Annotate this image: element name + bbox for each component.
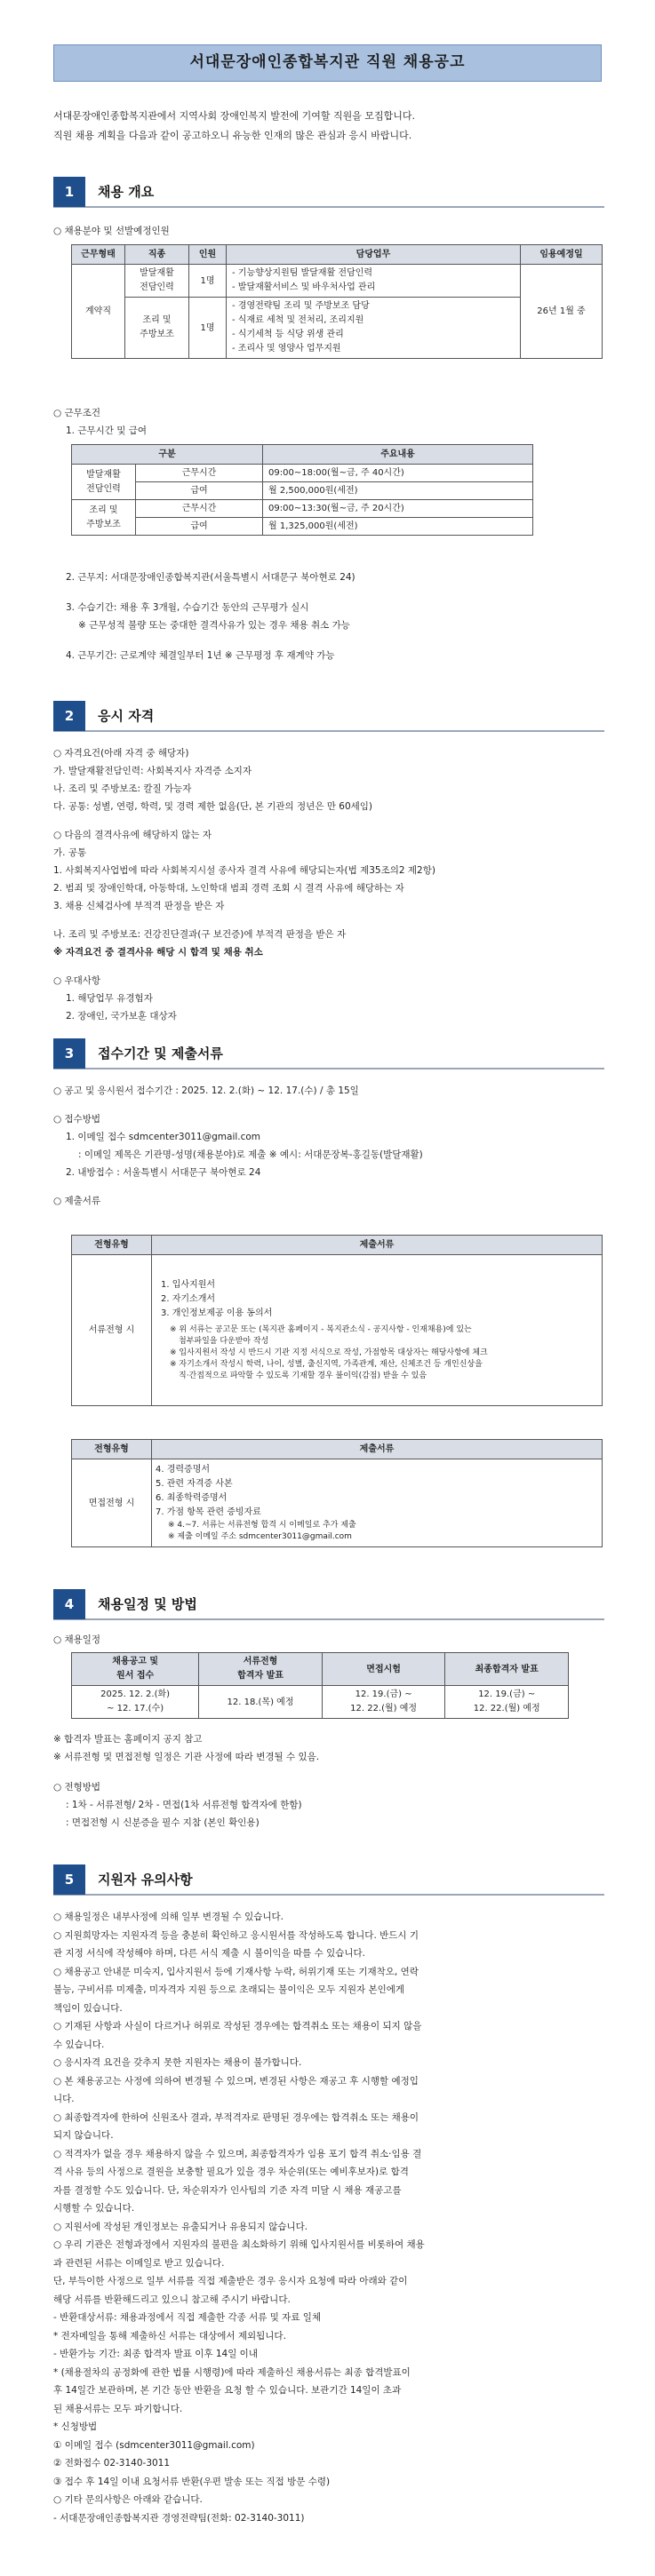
cell-key: 근무시간 <box>136 465 263 482</box>
doc-item: 4. 경력증명서 <box>156 1465 211 1475</box>
text-line: : 이메일 제목은 기관명-성명(채용분야)로 제출 ※ 예시: 서대문장복-홍길동(발달재활) <box>78 1149 423 1160</box>
th-stage: 전형유형 <box>72 1440 152 1459</box>
th-line: 서류전형 <box>243 1657 278 1666</box>
text-line: 2. 범죄 및 장애인학대, 아동학대, 노인학대 범죄 경력 조회 시 결격 사유에 해당하는 자 <box>53 883 404 894</box>
th-docs: 제출서류 <box>152 1440 603 1459</box>
text-line: ① 이메일 접수 (sdmcenter3011@gmail.com) <box>53 2439 255 2451</box>
cell-line: 12. 22.(월) 예정 <box>473 1704 540 1713</box>
section-header-5 <box>53 1865 604 1896</box>
cell-line: 12. 19.(금) ~ <box>355 1690 412 1699</box>
cell-duties <box>227 298 521 359</box>
cell-value: 월 2,500,000원(세전) <box>263 482 533 500</box>
group-line: 조리 및 <box>89 505 118 515</box>
cell-key: 근무시간 <box>136 500 263 518</box>
s1-conditions <box>53 404 604 440</box>
text-line: ○ 본 채용공고는 사정에 의하여 변경될 수 있으며, 변경된 사항은 재공고 후 시행할 예정입 <box>53 2075 419 2087</box>
text-line: 가. 공통 <box>53 847 87 858</box>
text-line: 불능, 구비서류 미제출, 미자격자 지원 등으로 초래되는 불이익은 모두 지원자 본인에게 <box>53 1984 405 1995</box>
text-line: ○ 공고 및 응시원서 접수기간 : 2025. 12. 2.(화) ~ 12. 17.(수) / 총 15일 <box>53 1085 359 1096</box>
duty-line: - 기능향상지원팀 발달재활 전담인력 <box>232 268 373 278</box>
text-line: - 서대문장애인종합복지관 경영전략팀(전화: 02-3140-3011) <box>53 2512 305 2524</box>
text-line: 1. 해당업무 유경험자 <box>66 993 153 1004</box>
cell-line: 2025. 12. 2.(화) <box>100 1690 171 1699</box>
text-line: 2. 장애인, 국가보훈 대상자 <box>66 1011 177 1022</box>
cell-start: 26년 1월 중 <box>521 265 603 359</box>
section-header-4 <box>53 1590 604 1620</box>
section-number: 2 <box>53 701 85 731</box>
intro-line: 서대문장애인종합복지관에서 지역사회 장애인복지 발전에 기여할 직원을 모집합니다. <box>53 110 416 122</box>
documents-table-1 <box>71 1235 603 1406</box>
cell-docs <box>152 1459 603 1547</box>
text-line: 과 관련된 서류는 이메일로 받고 있습니다. <box>53 2257 225 2269</box>
text-line: ※ 근무성적 불량 또는 중대한 결격사유가 있는 경우 채용 취소 가능 <box>78 620 350 631</box>
text-line: : 1차 - 서류전형/ 2차 - 면접(1차 서류전형 합격자에 한함) <box>66 1800 302 1810</box>
th-job: 직종 <box>125 245 189 265</box>
section-header-3 <box>53 1039 604 1069</box>
text-line: 2. 내방접수 : 서울특별시 서대문구 북아현로 24 <box>66 1167 261 1178</box>
th-schedule <box>72 1653 199 1686</box>
group-line: 전담인력 <box>86 483 121 494</box>
th-schedule: 면접시험 <box>322 1653 445 1686</box>
text-line: 책임이 있습니다. <box>53 2002 123 2014</box>
text-line: * 전자메일을 통해 제출하신 서류는 대상에서 제외됩니다. <box>53 2330 286 2341</box>
job-line: 주방보조 <box>140 330 174 339</box>
doc-note: ※ 입사지원서 작성 시 반드시 기관 지정 서식으로 작성, 가점항목 대상자는 해당사항에 체크 <box>170 1348 488 1357</box>
cell-job <box>125 265 189 298</box>
cell-group <box>72 465 136 500</box>
text-line: 3. 수습기간: 채용 후 3개월, 수습기간 동안의 근무평가 실시 <box>66 602 309 613</box>
text-line: 니다. <box>53 2094 75 2104</box>
th-content: 주요내용 <box>263 445 533 465</box>
cell-group <box>72 500 136 536</box>
intro-text <box>53 107 604 146</box>
th-schedule <box>199 1653 323 1686</box>
text-line: ② 전화접수 02-3140-3011 <box>53 2458 171 2469</box>
cell-line: 12. 22.(월) 예정 <box>350 1704 418 1713</box>
text-line: 나. 조리 및 주방보조: 건강진단결과(구 보건증)에 부적격 판정을 받은 자 <box>53 929 347 940</box>
th-docs: 제출서류 <box>152 1236 603 1255</box>
cell-schedule: 12. 18.(목) 예정 <box>199 1686 323 1719</box>
section-title: 지원자 유의사항 <box>98 1871 193 1888</box>
text-line: 관 지정 서식에 작성해야 하며, 다른 서식 제출 시 불이익을 따를 수 있습니다. <box>53 1948 366 1959</box>
subheading: ○ 채용분야 및 선발예정인원 <box>53 226 170 236</box>
th-line: 합격자 발표 <box>237 1671 284 1681</box>
section-title: 접수기간 및 제출서류 <box>98 1045 223 1061</box>
text-line: ○ 채용공고 안내문 미숙지, 입사지원서 등에 기재사항 누락, 허위기재 또는 기재착오, 연락 <box>53 1966 419 1977</box>
documents-table-2 <box>71 1439 603 1547</box>
doc-note: ※ 위 서류는 공고문 또는 (복지관 홈페이지 - 복지관소식 - 공지사항 - 인재채용)에 있는 <box>170 1325 472 1334</box>
text-line: ○ 접수방법 <box>53 1114 101 1125</box>
job-line: 조리 및 <box>142 315 172 325</box>
section-title: 응시 자격 <box>98 707 155 724</box>
conditions-table <box>71 444 533 536</box>
subheading: ○ 근무조건 <box>53 408 101 418</box>
doc-note: ※ 자기소개서 작성시 학력, 나이, 성별, 출신지역, 가족관계, 재산, 신체조건 등 개인신상을 <box>170 1360 483 1369</box>
section-title: 채용일정 및 방법 <box>98 1595 197 1612</box>
section-header-2 <box>53 702 604 732</box>
duty-line: - 조리사 및 영양사 업무지원 <box>232 344 341 354</box>
text-line: ③ 접수 후 14일 이내 요청서류 반환(우편 발송 또는 직접 방문 수령) <box>53 2476 331 2487</box>
text-line: 후 14일간 보관하며, 본 기간 동안 반환을 요청 할 수 있습니다. 보관기간 14일이 초과 <box>53 2385 402 2396</box>
doc-item: 5. 관련 자격증 사본 <box>156 1479 233 1489</box>
cell-value: 09:00~18:00(월~금, 주 40시간) <box>263 465 533 482</box>
text-line: 해당 서류를 반환해드리고 있으니 참고해 주시기 바랍니다. <box>53 2294 291 2305</box>
th-count: 인원 <box>189 245 227 265</box>
text-line: 3. 채용 신체검사에 부적격 판정을 받은 자 <box>53 901 225 911</box>
text-line: ○ 지원희망자는 지원자격 등을 충분히 확인하고 응시원서를 작성하도록 합니다. 반드시 기 <box>53 1929 419 1941</box>
th-schedule: 최종합격자 발표 <box>445 1653 569 1686</box>
subheading: ○ 채용일정 <box>53 1634 101 1645</box>
job-line: 전담인력 <box>140 282 174 292</box>
intro-line: 직원 채용 계획을 다음과 같이 공고하오니 유능한 인재의 많은 관심과 응시 바랍니다. <box>53 130 412 141</box>
text-line: ○ 지원서에 작성된 개인정보는 유출되거나 유용되지 않습니다. <box>53 2221 308 2232</box>
schedule-table <box>71 1652 569 1719</box>
group-line: 발달재활 <box>86 469 121 480</box>
text-line: ○ 기타 문의사항은 아래와 같습니다. <box>53 2494 203 2505</box>
text-line: : 면접전형 시 신분증을 필수 지참 (본인 확인용) <box>66 1817 260 1828</box>
text-line: ○ 최종합격자에 한하여 신원조사 결과, 부적격자로 판명된 경우에는 합격취소 또는 채용이 <box>53 2111 419 2123</box>
text-line: 1. 사회복지사업법에 따라 사회복지시설 종사자 결격 사유에 해당되는자(법 제35조의2 제2항) <box>53 865 435 876</box>
th-duties: 담당업무 <box>227 245 521 265</box>
s5-lines <box>53 1908 604 2527</box>
cell-value: 월 1,325,000원(세전) <box>263 518 533 536</box>
doc-item: 1. 입사지원서 <box>161 1280 216 1290</box>
text-line: 2. 근무지: 서대문장애인종합복지관(서울특별시 서대문구 북아현로 24) <box>66 572 355 583</box>
th-group: 구분 <box>72 445 263 465</box>
s1-lines <box>53 568 604 664</box>
text-line: * (채용절차의 공정화에 관한 법률 시행령)에 따라 제출하신 채용서류는 최종 합격발표이 <box>53 2366 411 2378</box>
text-line: ○ 다음의 결격사유에 해당하지 않는 자 <box>53 830 212 840</box>
cell-key: 급여 <box>136 482 263 500</box>
section-title: 채용 개요 <box>98 183 155 200</box>
text-line: ○ 제출서류 <box>53 1196 101 1206</box>
doc-note: 직·간접적으로 파악할 수 있도록 기재할 경우 불이익(감점) 받을 수 있음 <box>179 1371 427 1380</box>
recruit-table <box>71 244 603 359</box>
cell-employment: 계약직 <box>72 265 125 359</box>
cell-stage: 면접전형 시 <box>72 1459 152 1547</box>
section-number: 5 <box>53 1864 85 1895</box>
th-stage: 전형유형 <box>72 1236 152 1255</box>
text-line: ※ 자격요건 중 결격사유 해당 시 합격 및 채용 취소 <box>53 947 263 958</box>
doc-note: ※ 제출 이메일 주소 sdmcenter3011@gmail.com <box>168 1532 352 1541</box>
cell-schedule <box>322 1686 445 1719</box>
th-line: 채용공고 및 <box>112 1657 159 1666</box>
job-line: 발달재활 <box>140 268 174 278</box>
th-start: 임용예정일 <box>521 245 603 265</box>
th-employment: 근무형태 <box>72 245 125 265</box>
text-line: 시행할 수 있습니다. <box>53 2203 135 2214</box>
text-line: 1. 이메일 접수 sdmcenter3011@gmail.com <box>66 1132 261 1142</box>
text-line: 격 사유 등의 사정으로 결원을 보충할 필요가 있을 경우 차순위(또는 예비후보자)로 합격 <box>53 2167 409 2177</box>
cell-schedule <box>445 1686 569 1719</box>
text-line: 다. 공통: 성별, 연령, 학력, 및 경력 제한 없음(단, 본 기관의 정년은 만 60세임) <box>53 801 373 812</box>
s4-notes <box>53 1730 604 1832</box>
s1-sub1 <box>53 222 604 240</box>
cell-count: 1명 <box>189 298 227 359</box>
cell-schedule <box>72 1686 199 1719</box>
text-line: 가. 발달재활전담인력: 사회복지사 자격증 소지자 <box>53 766 252 776</box>
text-line: 4. 근무기간: 근로계약 체결일부터 1년 ※ 근무평정 후 재계약 가능 <box>66 650 335 661</box>
cell-count: 1명 <box>189 265 227 298</box>
s3-lines <box>53 1082 604 1210</box>
cell-docs <box>152 1255 603 1406</box>
duty-line: - 식재료 세척 및 전처리, 조리지원 <box>232 315 364 325</box>
doc-note: 첨부파일을 다운받아 작성 <box>179 1337 269 1346</box>
text-line: 자를 결정할 수도 있습니다. 단, 차순위자가 인사팀의 기준 자격 미달 시 채용 재공고를 <box>53 2184 402 2196</box>
text-line: 수 있습니다. <box>53 2039 105 2050</box>
cell-stage: 서류전형 시 <box>72 1255 152 1406</box>
doc-item: 6. 최종학력증명서 <box>156 1493 228 1503</box>
text-line: 되지 않습니다. <box>53 2130 114 2141</box>
section-number: 1 <box>53 177 85 207</box>
text-line: 된 채용서류는 모두 파기합니다. <box>53 2403 183 2414</box>
cell-line: ~ 12. 17.(수) <box>107 1704 164 1713</box>
s2-lines <box>53 744 604 1025</box>
text-line: ※ 서류전형 및 면접전형 일정은 기관 사정에 따라 변경될 수 있음. <box>53 1752 320 1762</box>
doc-note: ※ 4.~7. 서류는 서류전형 합격 시 이메일로 추가 제출 <box>168 1521 356 1530</box>
text-line: ○ 채용일정은 내부사정에 의해 일부 변경될 수 있습니다. <box>53 1912 284 1922</box>
text-line: ○ 우리 기관은 전형과정에서 지원자의 불편을 최소화하기 위해 입사지원서를 비롯하여 채용 <box>53 2239 425 2250</box>
subheading: 1. 근무시간 및 급여 <box>66 425 148 436</box>
text-line: - 반환가능 기간: 최종 합격자 발표 이후 14일 이내 <box>53 2349 258 2359</box>
text-line: * 신청방법 <box>53 2421 98 2432</box>
text-line: ○ 응시자격 요건을 갖추지 못한 지원자는 채용이 불가합니다. <box>53 2057 302 2068</box>
s4-sub1 <box>53 1631 604 1649</box>
text-line: ※ 합격자 발표는 홈페이지 공지 참고 <box>53 1734 203 1745</box>
text-line: ○ 우대사항 <box>53 975 101 986</box>
text-line: ○ 적격자가 없을 경우 채용하지 않을 수 있으며, 최종합격자가 임용 포기 합격 취소·임용 결 <box>53 2148 422 2159</box>
page-title: 서대문장애인종합복지관 직원 채용공고 <box>53 44 602 82</box>
text-line: - 반환대상서류: 채용과정에서 직접 제출한 각종 서류 및 자료 일체 <box>53 2312 322 2323</box>
subheading: ○ 전형방법 <box>53 1782 101 1793</box>
text-line: 단, 부득이한 사정으로 일부 서류를 직접 제출받은 경우 응시자 요청에 따라 아래와 같이 <box>53 2276 408 2286</box>
duty-line: - 경영전략팀 조리 및 주방보조 담당 <box>232 301 370 311</box>
duty-line: - 발달재활서비스 및 바우처사업 관리 <box>232 282 376 292</box>
cell-duties <box>227 265 521 298</box>
group-line: 주방보조 <box>86 519 121 529</box>
section-header-1 <box>53 178 604 208</box>
text-line: ○ 기재된 사항과 사실이 다르거나 허위로 작성된 경우에는 합격취소 또는 채용이 되지 않을 <box>53 2021 422 2031</box>
doc-item: 3. 개인정보제공 이용 동의서 <box>161 1308 273 1318</box>
th-line: 원서 접수 <box>116 1671 155 1681</box>
cell-key: 급여 <box>136 518 263 536</box>
duty-line: - 식기세척 등 식당 위생 관리 <box>232 330 344 339</box>
cell-job <box>125 298 189 359</box>
cell-value: 09:00~13:30(월~금, 주 20시간) <box>263 500 533 518</box>
section-number: 3 <box>53 1038 85 1069</box>
text-line: 나. 조리 및 주방보조: 칼질 가능자 <box>53 783 192 794</box>
text-line: ○ 자격요건(아래 자격 중 해당자) <box>53 748 189 759</box>
doc-item: 7. 가점 항목 관련 증빙자료 <box>156 1507 261 1517</box>
cell-line: 12. 19.(금) ~ <box>478 1690 536 1699</box>
section-number: 4 <box>53 1589 85 1619</box>
doc-item: 2. 자기소개서 <box>161 1294 216 1304</box>
